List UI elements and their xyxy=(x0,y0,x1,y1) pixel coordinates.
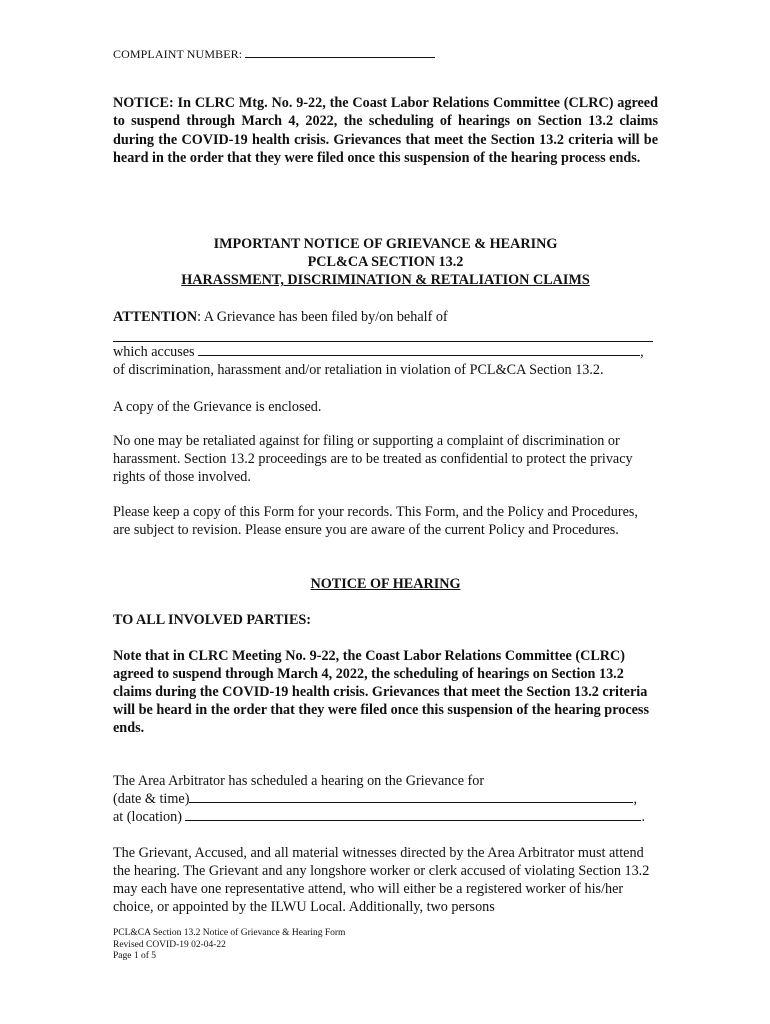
grievant-name-blank[interactable] xyxy=(113,341,653,342)
accuses-suffix: , xyxy=(640,344,644,360)
accuses-violation-text: of discrimination, harassment and/or retaliation in violation of PCL&CA Section 13.2. xyxy=(113,362,604,378)
date-time-suffix: , xyxy=(633,791,637,807)
location-suffix: . xyxy=(641,809,646,825)
attendance-paragraph: The Grievant, Accused, and all material witnesses directed by the Area Arbitrator must attend the hearing. The Grievant and any longshore worker or clerk accused of violating Section 13.2 may each have one representative attend, who will either be a registered worker of his/her choice, or appointed by the ILWU Local. Additionally, two persons xyxy=(113,845,650,915)
arbitrator-schedule-paragraph xyxy=(113,772,658,826)
heading-claims: HARASSMENT, DISCRIMINATION & RETALIATION CLAIMS xyxy=(181,272,590,288)
retaliation-paragraph: No one may be retaliated against for filing or supporting a complaint of discrimination or harassment. Section 13.2 proceedings are to be treated as confidential to protect the privacy rights of those involved. xyxy=(113,433,633,485)
complaint-number-blank[interactable] xyxy=(245,47,435,58)
footer-page-number: Page 1 of 5 xyxy=(113,951,157,961)
complaint-number-label: COMPLAINT NUMBER: xyxy=(113,47,243,61)
clrc-meeting-note: Note that in CLRC Meeting No. 9-22, the Coast Labor Relations Committee (CLRC) agreed to suspend through March 4, 2022, the scheduling of hearings on Section 13.2 claims during the COVID-19 health crisis. Grievances that meet the Section 13.2 criteria will be heard in the order that they were filed once this suspension of the hearing process ends. xyxy=(113,648,649,736)
accused-name-blank[interactable] xyxy=(198,343,640,356)
location-label: at (location) xyxy=(113,809,182,825)
to-all-parties-heading: TO ALL INVOLVED PARTIES: xyxy=(113,612,312,628)
notice-of-hearing-heading: NOTICE OF HEARING xyxy=(310,576,461,592)
accuses-prefix: which accuses xyxy=(113,344,195,360)
attention-text: : A Grievance has been filed by/on behalf of xyxy=(197,309,448,325)
page-footer xyxy=(113,928,658,963)
heading-important-notice: IMPORTANT NOTICE OF GRIEVANCE & HEARING xyxy=(213,236,558,252)
footer-revision: Revised COVID-19 02-04-22 xyxy=(113,939,226,950)
keep-copy-paragraph: Please keep a copy of this Form for your records. This Form, and the Policy and Procedures, are subject to revision. Please ensure you are aware of the current Policy and Procedures. xyxy=(113,504,638,538)
date-time-blank[interactable] xyxy=(189,790,633,803)
heading-section: PCL&CA SECTION 13.2 xyxy=(307,254,464,270)
covid-notice: NOTICE: In CLRC Mtg. No. 9-22, the Coast Labor Relations Committee (CLRC) agreed to suspend through March 4, 2022, the scheduling of hearings on Section 13.2 claims during the COVID-19 health crisis. Grievances that meet the Section 13.2 criteria will be heard in the order that they were filed once this suspension of the hearing process ends. xyxy=(113,95,658,166)
copy-enclosed-paragraph: A copy of the Grievance is enclosed. xyxy=(113,399,322,415)
attention-label: ATTENTION xyxy=(113,309,198,325)
arbitrator-text: The Area Arbitrator has scheduled a hearing on the Grievance for xyxy=(113,773,485,789)
date-time-label: (date & time) xyxy=(113,791,190,807)
attention-line xyxy=(113,309,658,326)
footer-form-title: PCL&CA Section 13.2 Notice of Grievance & Hearing Form xyxy=(113,928,346,938)
accuses-line xyxy=(113,343,658,379)
complaint-number-field xyxy=(113,47,658,62)
location-blank[interactable] xyxy=(185,808,641,821)
